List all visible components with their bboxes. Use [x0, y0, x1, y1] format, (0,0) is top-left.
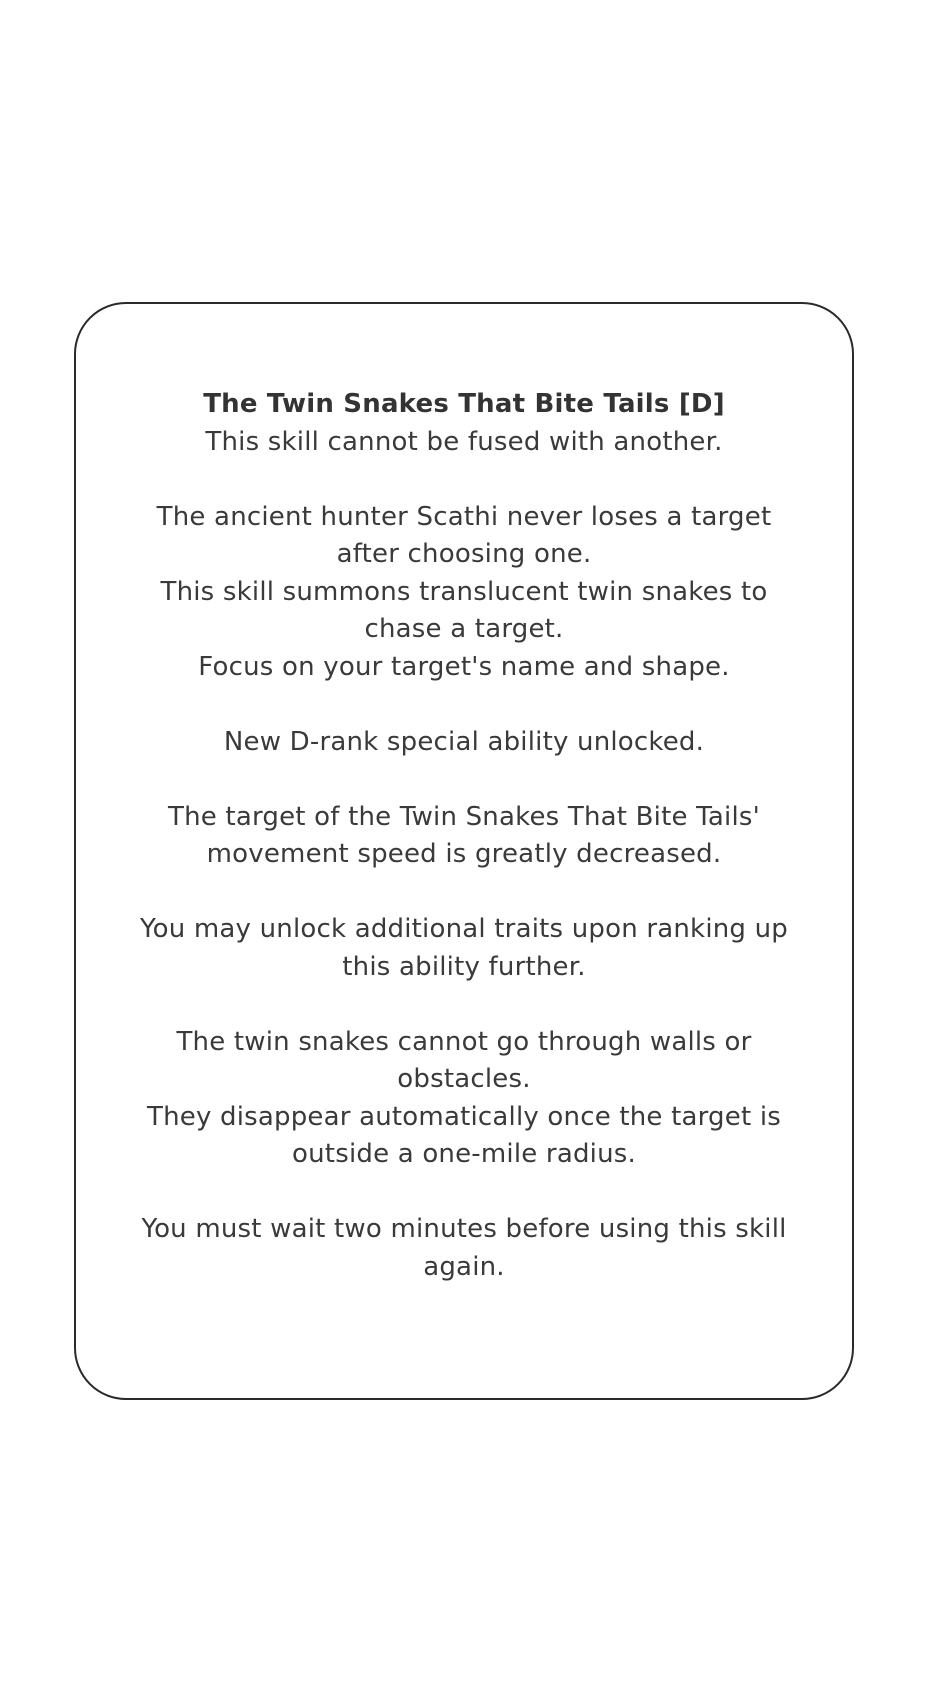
cooldown-line: You must wait two minutes before using this skill [141, 1214, 787, 1244]
skill-info-content [76, 386, 852, 1286]
description-line: chase a target. [364, 614, 564, 644]
spacer [76, 461, 852, 499]
unlock-note: New D-rank special ability unlocked. [223, 726, 705, 757]
limitation-line: They disappear automatically once the target is [147, 1101, 781, 1132]
description-line: This skill summons translucent twin snakes to [160, 576, 768, 607]
skill-info-panel [74, 302, 854, 1400]
description-line: The ancient hunter Scathi never loses a target [156, 501, 772, 532]
spacer [76, 686, 852, 724]
description-line: after choosing one. [336, 539, 592, 569]
spacer [76, 1174, 852, 1212]
spacer [76, 761, 852, 799]
rank-up-line: You may unlock additional traits upon ranking up [140, 914, 788, 944]
limitation-line: obstacles. [397, 1064, 531, 1094]
spacer [76, 874, 852, 912]
fusion-note: This skill cannot be fused with another. [205, 426, 723, 457]
rank-up-line: this ability further. [342, 951, 586, 982]
ability-effect-line: The target of the Twin Snakes That Bite Tails' [168, 801, 760, 832]
description-line: Focus on your target's name and shape. [198, 651, 730, 682]
limitation-line: outside a one-mile radius. [292, 1139, 636, 1169]
spacer [76, 986, 852, 1024]
skill-title: The Twin Snakes That Bite Tails [D] [203, 389, 725, 419]
ability-effect-line: movement speed is greatly decreased. [206, 839, 722, 869]
cooldown-line: again. [423, 1251, 505, 1282]
limitation-line: The twin snakes cannot go through walls or [176, 1026, 752, 1057]
